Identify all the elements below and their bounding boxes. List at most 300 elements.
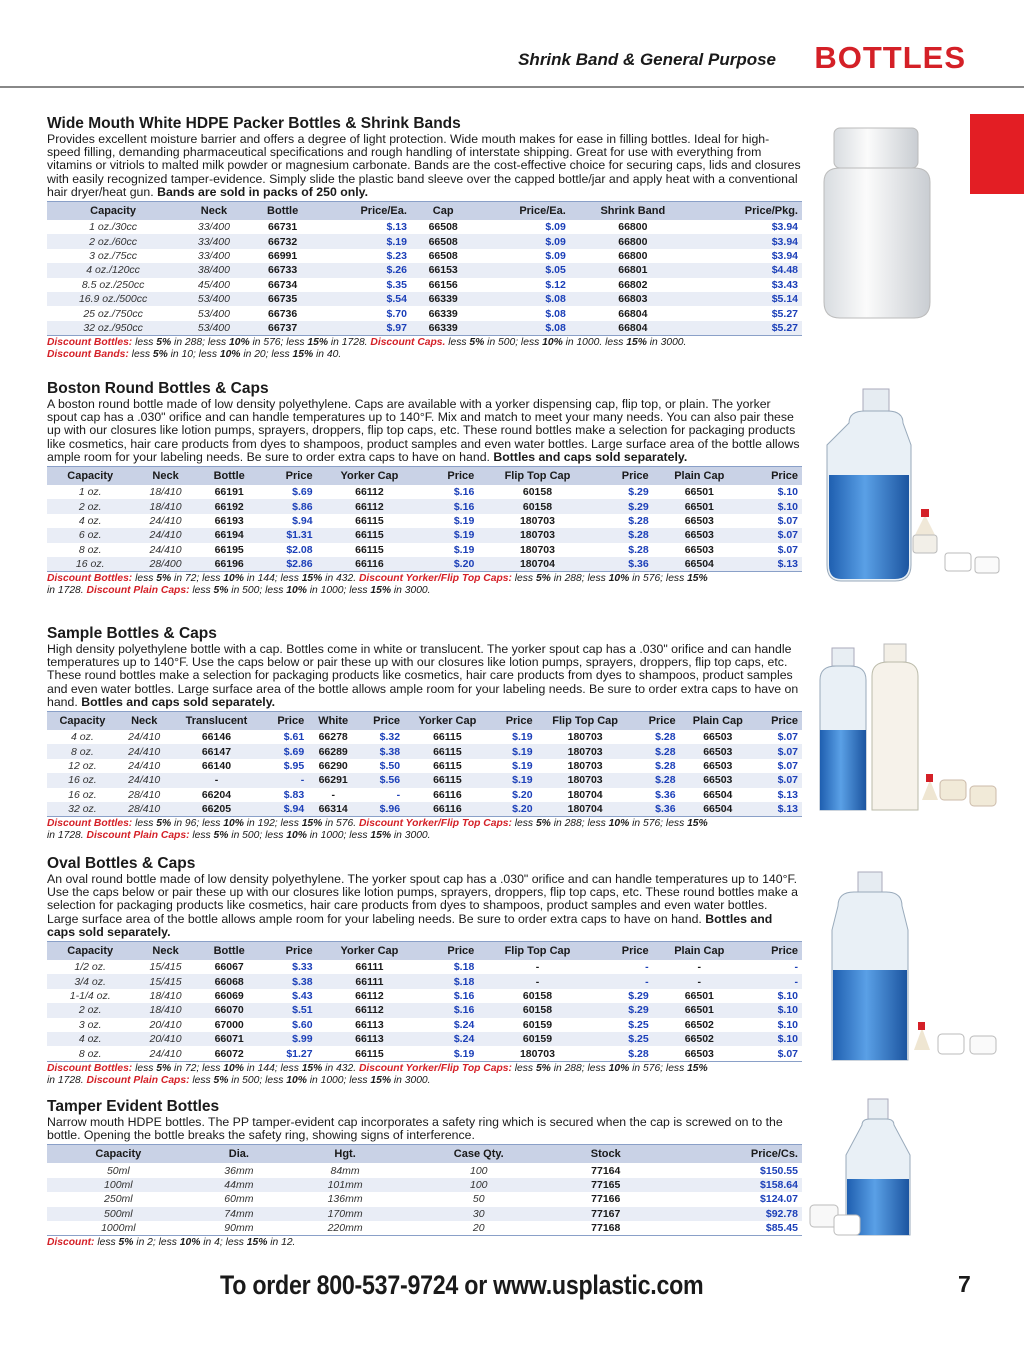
table-cell: $.13 [746, 557, 802, 572]
table-row [47, 1178, 802, 1192]
section-description: An oval round bottle made of low density polyethylene. The yorker spout cap has a .030" orifice and can handle temperatures up to 140°F. Use the caps below or pair these up with our closures like lotion pumps, sprayers, droppers, flip top caps, etc. These round bottles make a selection for packaging products like cosmetics, hair care products from dyes to shampoos, product samples and even water bottles. Large surface area of the bottle allows ample room for your labeling needs. Be sure to order extra caps to have on hand. Bottles and caps sold separately. [47, 872, 798, 939]
discount-note [47, 573, 802, 597]
table-cell: 32 oz./950cc [47, 321, 179, 336]
table-cell: 66111 [355, 961, 384, 974]
table-cell: 24/410 [118, 773, 171, 787]
column-header: Flip Top Cap [478, 467, 596, 486]
table-row [47, 1207, 802, 1221]
column-header: Price [422, 467, 478, 486]
table-row [47, 306, 802, 320]
table-cell: 66112 [355, 486, 384, 499]
discount-text: 10% [608, 573, 630, 585]
table-cell: 66153 [411, 263, 475, 277]
table-cell: $5.27 [771, 307, 798, 320]
discount-line [47, 1075, 802, 1087]
discount-text: in 4; less [200, 1237, 247, 1249]
table-cell: 66289 [308, 744, 358, 758]
table-cell: 36mm [224, 1164, 254, 1177]
table-row [47, 263, 802, 277]
discount-text: less [511, 573, 536, 585]
table-cell: 66804 [570, 321, 696, 336]
discount-text: 5% [156, 337, 172, 349]
table-cell: 100 [470, 1164, 488, 1177]
discount-text: less [132, 818, 157, 830]
section-oval-bottles [47, 854, 802, 1087]
discount-text: 10% [223, 818, 244, 830]
table-cell: $.60 [292, 1018, 313, 1031]
table-cell: $.83 [283, 788, 305, 801]
table-cell: $3.94 [771, 249, 798, 262]
table-cell: $.16 [422, 499, 478, 513]
discount-text: 10% [229, 337, 250, 349]
table-cell: - [331, 788, 335, 801]
table-cell: $.32 [379, 731, 401, 744]
table-cell: 24/410 [128, 731, 161, 744]
table-row [47, 514, 802, 528]
discount-text: 10% [286, 585, 307, 597]
column-header: Price [358, 712, 404, 731]
table-cell: $.13 [386, 221, 407, 234]
table-cell: $.69 [262, 744, 308, 758]
discount-text: Discount: [47, 1237, 95, 1249]
table-cell: 16 oz. [68, 788, 97, 801]
table-cell: $.19 [491, 744, 537, 758]
table-cell: 53/400 [197, 307, 230, 320]
table-cell: 66508 [411, 234, 475, 248]
discount-text: in 500; less [228, 585, 287, 597]
discount-text: in 432. [322, 1062, 359, 1074]
table-cell: - [697, 961, 702, 974]
table-cell: $.07 [756, 773, 802, 787]
table-cell: 66501 [653, 1003, 746, 1017]
table-cell: $158.64 [656, 1178, 802, 1192]
table-cell: 170mm [288, 1207, 402, 1221]
table-cell: $.19 [317, 234, 411, 248]
table-cell: 136mm [327, 1193, 363, 1206]
table-cell: $.16 [453, 989, 475, 1002]
table-cell: 66113 [355, 1018, 384, 1031]
column-header: Capacity [47, 712, 118, 731]
discount-text: 10% [179, 1237, 201, 1249]
table-cell: $.19 [422, 528, 478, 542]
discount-line [47, 1063, 802, 1075]
discount-text: 5% [156, 818, 172, 830]
table-cell: 66802 [618, 278, 648, 291]
discount-text: in 1000; less [306, 830, 371, 842]
column-header: Price [262, 712, 308, 731]
table-row [47, 1018, 802, 1032]
table-cell: 66733 [249, 263, 317, 277]
table-row [47, 528, 802, 542]
table-cell: 66116 [433, 788, 462, 801]
table-cell: 66116 [404, 802, 491, 817]
table-cell: 180703 [478, 1046, 596, 1061]
discount-text: 5% [156, 1062, 172, 1074]
discount-text: 15% [687, 1062, 708, 1074]
table-row [47, 773, 802, 787]
discount-text: in 288; less [550, 818, 609, 830]
table-row [47, 1163, 802, 1177]
table-cell: - [396, 788, 401, 801]
table-cell: 66803 [570, 292, 696, 306]
discount-text: less [132, 337, 157, 349]
table-cell: $.36 [634, 802, 680, 817]
table-cell: 74mm [190, 1207, 288, 1221]
table-cell: 60159 [522, 1018, 553, 1031]
column-header: Capacity [47, 942, 133, 961]
table-cell: 60159 [478, 1032, 596, 1046]
table-cell: 250ml [104, 1193, 133, 1206]
discount-text: in 3000. [646, 337, 687, 349]
table-cell: $5.14 [696, 292, 802, 306]
table-cell: $.13 [756, 802, 802, 817]
section-boston-round [47, 379, 802, 597]
table-cell: 66191 [214, 486, 244, 499]
header-title: BOTTLES [814, 40, 966, 75]
table-cell: 66140 [201, 759, 232, 772]
table-cell: 66800 [570, 234, 696, 248]
column-header: Price [756, 712, 802, 731]
discount-text: in 20; less [240, 349, 293, 361]
column-header: Neck [118, 712, 171, 731]
discount-text: Discount Plain Caps: [86, 1074, 190, 1086]
table-cell: $.28 [655, 731, 676, 744]
table-cell: 500ml [47, 1207, 190, 1221]
column-header: Plain Cap [680, 712, 756, 731]
column-header: Price/Pkg. [696, 202, 802, 221]
table-cell: $.26 [317, 263, 411, 277]
discount-text: in 1000; less [306, 1074, 371, 1086]
table-row [47, 321, 802, 336]
discount-text: 5% [213, 1074, 229, 1086]
product-table [47, 201, 802, 336]
table-cell: $.09 [545, 221, 566, 234]
table-cell: 18/410 [149, 989, 182, 1002]
discount-text: in 576; less [629, 1062, 688, 1074]
discount-text: in 576. [322, 818, 359, 830]
table-cell: 66508 [428, 221, 458, 234]
table-cell: $.07 [777, 514, 798, 527]
table-cell: 16 oz. [47, 557, 133, 572]
table-cell: $.56 [358, 773, 404, 787]
table-cell: 24/410 [149, 514, 182, 527]
table-cell: 84mm [330, 1164, 360, 1177]
table-cell: $.25 [628, 1018, 649, 1031]
table-cell: 66111 [317, 974, 423, 988]
table-cell: - [645, 961, 649, 974]
table-cell: 66156 [428, 278, 458, 291]
discount-text: 15% [246, 1237, 268, 1249]
table-cell: 1 oz./30cc [89, 221, 138, 234]
table-cell: - [597, 974, 653, 988]
table-cell: $.28 [597, 528, 653, 542]
discount-text: 5% [118, 1237, 134, 1249]
table-cell: 67000 [214, 1018, 244, 1031]
table-cell: $1.27 [261, 1046, 317, 1061]
tamper-evident-bottle-image [800, 1095, 930, 1245]
column-header: Price/Cs. [656, 1145, 802, 1164]
table-cell: 66503 [653, 1046, 746, 1061]
table-cell: $3.94 [696, 234, 802, 248]
table-cell: $.09 [475, 234, 569, 248]
table-cell: $.08 [475, 321, 569, 336]
table-cell: 180703 [519, 543, 555, 556]
table-cell: 66115 [404, 773, 491, 787]
discount-text: in 1728. [47, 1074, 87, 1086]
table-cell: 24/410 [149, 543, 182, 556]
discount-note [47, 1063, 802, 1087]
table-cell: $2.08 [286, 543, 313, 556]
table-cell: $.10 [777, 1018, 798, 1031]
table-cell: $.95 [283, 759, 305, 772]
column-header: Flip Top Cap [478, 942, 596, 961]
discount-text: Discount Caps. [370, 337, 446, 349]
table-cell: $.07 [746, 528, 802, 542]
discount-text: in 12. [267, 1237, 296, 1249]
table-cell: $.23 [386, 249, 407, 262]
table-cell: $.36 [655, 788, 676, 801]
table-cell: 15/415 [133, 974, 197, 988]
discount-text: in 288; less [550, 573, 609, 585]
table-cell: 66804 [618, 307, 648, 320]
column-header: Price [746, 467, 802, 486]
table-cell: 60mm [224, 1193, 254, 1206]
column-header: Capacity [47, 467, 133, 486]
table-cell: $.69 [292, 486, 313, 499]
table-row [47, 485, 802, 499]
column-header: Price/Ea. [317, 202, 411, 221]
table-cell: $.19 [512, 759, 533, 772]
column-header: Price [634, 712, 680, 731]
discount-text: less [511, 818, 536, 830]
oval-bottle-image [810, 870, 1010, 1070]
section-title: Oval Bottles & Caps [47, 855, 196, 872]
column-header: Price/Ea. [475, 202, 569, 221]
table-cell: 16 oz. [47, 773, 118, 787]
table-row [47, 744, 802, 758]
table-row [47, 1192, 802, 1206]
white-packer-bottle-image [810, 122, 945, 322]
table-cell: 66115 [317, 1046, 423, 1061]
table-cell: 8 oz. [78, 543, 102, 556]
discount-text: 15% [301, 1062, 323, 1074]
discount-note [47, 818, 802, 842]
table-cell: $3.94 [771, 221, 798, 234]
table-cell: 66502 [653, 1032, 746, 1046]
table-cell: 4 oz. [78, 514, 102, 527]
discount-text: in 144; less [243, 573, 302, 585]
table-cell: 66070 [198, 1003, 261, 1017]
table-cell: $3.43 [771, 278, 798, 291]
column-header: Price [261, 467, 317, 486]
table-cell: - [794, 961, 798, 974]
table-cell: $150.55 [760, 1164, 798, 1177]
section-title: Wide Mouth White HDPE Packer Bottles & Shrink Bands [47, 115, 461, 132]
table-cell: $.24 [422, 1032, 478, 1046]
table-cell: $.19 [453, 543, 475, 556]
table-row [47, 220, 802, 234]
table-cell: $.86 [261, 499, 317, 513]
column-header: Price [597, 467, 653, 486]
table-cell: $4.48 [696, 263, 802, 277]
column-header: Stock [555, 1145, 656, 1164]
table-cell: 28/410 [128, 788, 161, 801]
column-header: Case Qty. [402, 1145, 555, 1164]
column-header: Cap [411, 202, 475, 221]
column-header: Yorker Cap [317, 942, 423, 961]
section-wide-mouth [47, 114, 802, 361]
column-header: Capacity [47, 202, 179, 221]
section-tab-marker [970, 114, 1024, 194]
discount-text: 15% [370, 830, 392, 842]
table-row [47, 759, 802, 773]
table-cell: 77164 [591, 1164, 621, 1177]
table-cell: 3/4 oz. [47, 974, 133, 988]
discount-text: in 1000; less [306, 585, 371, 597]
table-row [47, 788, 802, 802]
discount-line [47, 1237, 802, 1249]
table-cell: 1/2 oz. [74, 961, 106, 974]
section-tamper-evident [47, 1097, 802, 1249]
discount-text: 5% [535, 573, 551, 585]
page-number: 7 [958, 1271, 971, 1297]
table-cell: 4 oz. [71, 731, 94, 744]
table-cell: $.10 [746, 499, 802, 513]
table-cell: 66069 [214, 989, 244, 1002]
table-cell: 66801 [570, 263, 696, 277]
section-title: Sample Bottles & Caps [47, 625, 217, 642]
table-cell: 15/415 [149, 961, 182, 974]
table-cell: 66115 [404, 744, 491, 758]
table-cell: 66112 [317, 1003, 423, 1017]
discount-text: in 192; less [243, 818, 302, 830]
table-cell: - [746, 974, 802, 988]
table-row [47, 1032, 802, 1046]
column-header: Price [597, 942, 653, 961]
column-header: Bottle [249, 202, 317, 221]
table-cell: 66339 [411, 292, 475, 306]
table-cell: 38/400 [179, 263, 249, 277]
table-row [47, 730, 802, 744]
table-cell: 66116 [317, 557, 423, 572]
table-row [47, 499, 802, 513]
table-cell: $.07 [777, 731, 798, 744]
product-table [47, 466, 802, 572]
table-cell: $.99 [261, 1032, 317, 1046]
table-cell: 66115 [433, 759, 462, 772]
discount-text: less [128, 349, 153, 361]
table-cell: 66503 [703, 759, 733, 772]
discount-text: less [132, 1062, 157, 1074]
discount-text: 5% [152, 349, 168, 361]
table-cell: 180704 [537, 802, 634, 817]
table-cell: 77168 [555, 1221, 656, 1236]
table-cell: 66735 [249, 292, 317, 306]
table-cell: 66192 [198, 499, 261, 513]
table-cell: - [262, 773, 308, 787]
table-cell: $.51 [261, 1003, 317, 1017]
table-cell: $.94 [262, 802, 308, 817]
table-cell: 33/400 [197, 249, 230, 262]
discount-text: in 3000. [391, 830, 431, 842]
table-cell: 20/410 [133, 1032, 197, 1046]
table-cell: 66194 [198, 528, 261, 542]
table-cell: $.43 [292, 989, 313, 1002]
column-header: Bottle [198, 467, 261, 486]
table-cell: 44mm [190, 1178, 288, 1192]
order-info-footer: To order 800-537-9724 or www.usplastic.com [220, 1270, 704, 1300]
table-cell: 4 oz./120cc [47, 263, 179, 277]
table-cell: $.13 [777, 788, 798, 801]
table-cell: $.20 [512, 788, 533, 801]
discount-text: in 288; less [171, 337, 229, 349]
table-cell: $.24 [453, 1018, 475, 1031]
column-header: Price [491, 712, 537, 731]
table-cell: $.29 [597, 1003, 653, 1017]
table-cell: 1000ml [47, 1221, 190, 1236]
column-header: Bottle [198, 942, 261, 961]
table-cell: 66991 [268, 249, 298, 262]
discount-text: in 72; less [171, 573, 224, 585]
discount-text: 5% [535, 818, 551, 830]
table-cell: 66503 [684, 543, 714, 556]
discount-text: in 1728. [47, 585, 87, 597]
discount-note [47, 337, 802, 361]
table-cell: 24/410 [128, 759, 161, 772]
table-cell: 18/410 [133, 499, 197, 513]
table-cell: 66195 [214, 543, 244, 556]
section-description: A boston round bottle made of low density polyethylene. Caps are available with a yorker dispensing cap, flip top, or plain. The yorker spout cap has a .030" orifice and can handle temperatures up to 140°F. Mix and match to meet your many needs. You can also pair these up with our closures like lotion pumps, sprayers, droppers, flip top caps, etc. These round bottles make a selection for packaging products like cosmetics, hair care products from dyes to shampoos, product samples and even water bottles. Large surface area of the bottle allows ample room for your labeling needs. Be sure to order extra caps to have on hand. Bottles and caps sold separately. [47, 397, 800, 464]
discount-text: less [445, 337, 470, 349]
table-cell: - [478, 974, 596, 988]
table-cell: $.19 [512, 731, 533, 744]
table-cell: $.36 [597, 557, 653, 572]
table-cell: $.07 [746, 1046, 802, 1061]
table-cell: 77166 [591, 1193, 621, 1206]
table-cell: 66504 [703, 788, 733, 801]
discount-line [47, 573, 802, 585]
table-cell: $.28 [628, 514, 649, 527]
discount-text: Discount Bottles: [47, 573, 133, 585]
table-cell: 66113 [317, 1032, 423, 1046]
table-cell: - [171, 773, 263, 787]
table-cell: $.97 [317, 321, 411, 336]
table-cell: 1 oz. [78, 486, 102, 499]
discount-text: in 576; less [249, 337, 308, 349]
table-cell: $.19 [422, 1046, 478, 1061]
table-cell: 66503 [680, 773, 756, 787]
table-cell: $.09 [545, 249, 566, 262]
table-cell: $.28 [628, 543, 649, 556]
discount-text: Discount Plain Caps: [86, 585, 190, 597]
table-cell: $.70 [386, 307, 407, 320]
table-cell: 66501 [684, 989, 714, 1002]
column-header: Neck [133, 942, 197, 961]
table-cell: $.08 [475, 292, 569, 306]
table-cell: 77165 [555, 1178, 656, 1192]
table-cell: 66502 [684, 1018, 714, 1031]
discount-text: less [132, 573, 157, 585]
table-cell: 66146 [201, 731, 232, 744]
table-row [47, 292, 802, 306]
table-cell: 20/410 [149, 1018, 182, 1031]
table-cell: $.29 [628, 989, 649, 1002]
table-cell: 66115 [355, 543, 384, 556]
discount-text: in 72; less [171, 1062, 224, 1074]
column-header: Flip Top Cap [537, 712, 634, 731]
table-cell: $.25 [597, 1032, 653, 1046]
column-header: Neck [133, 467, 197, 486]
